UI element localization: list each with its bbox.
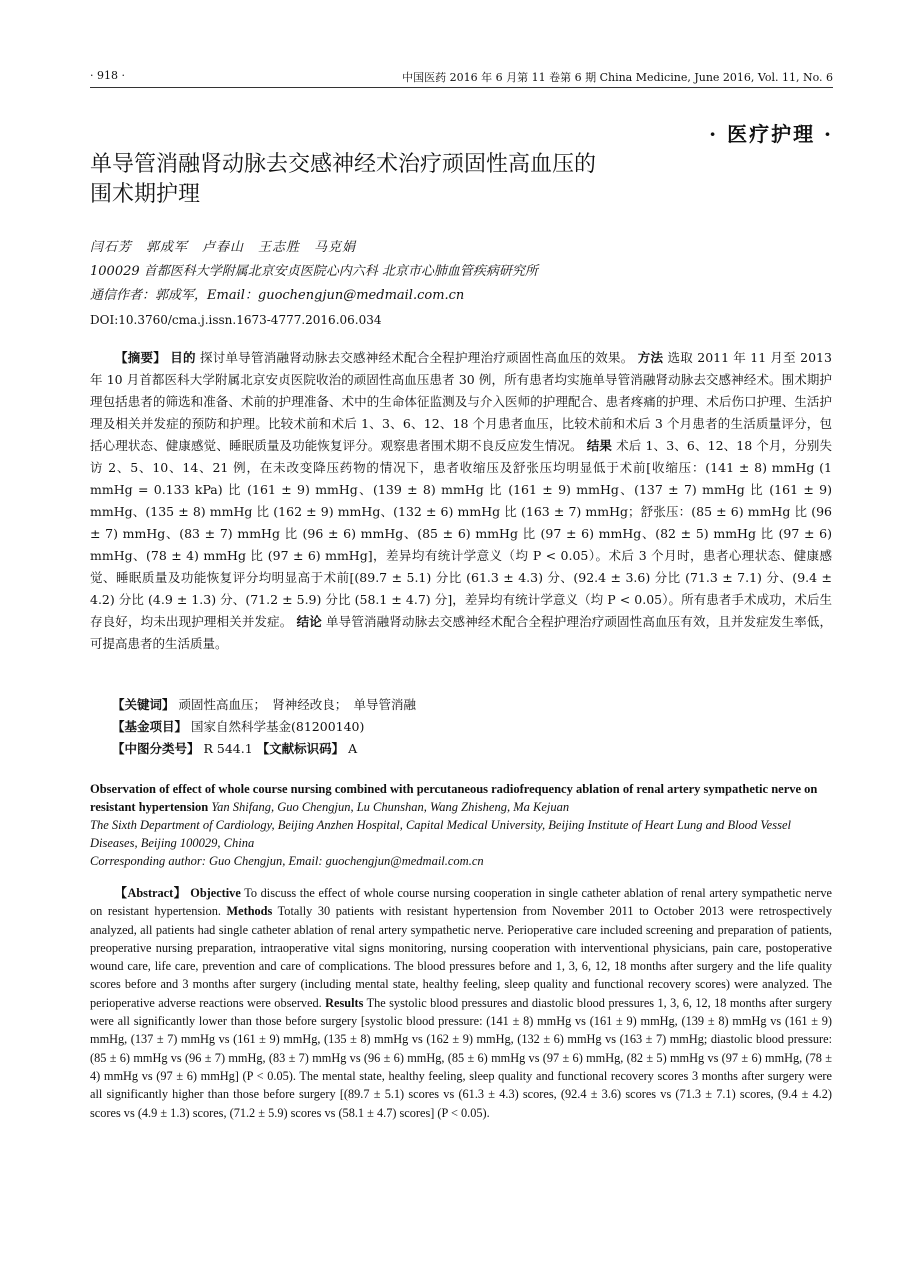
conclusion-label-cn: 结论 bbox=[296, 614, 322, 629]
objective-label-cn: 目的 bbox=[170, 350, 196, 365]
fund-label-cn: 【基金项目】 bbox=[112, 719, 188, 734]
abstract-cn bbox=[90, 347, 832, 655]
methods-cn: 选取 2011 年 11 月至 2013 年 10 月首都医科大学附属北京安贞医院收治的顽固性高血压患者 30 例，所有患者均实施单导管消融肾动脉去交感神经术。围术期护理包括患者的筛选和准备、术前的护理准备、术中的生命体征监测及与介入医师的护理配合、患者疼痛的护理、术后伤口护理、生活护理及相关并发症的预防和护理。比较术前和术后 1、3、6、12、18 个月患者血压，比较术前和术后 3 个月患者的生活质量评分，包括心理状态、健康感觉、睡眠质量及功能恢复评分。观察患者围术期不良反应发生情况。 bbox=[90, 350, 832, 453]
results-cn: 术后 1、3、6、12、18 个月，分别失访 2、5、10、14、21 例，在未改变降压药物的情况下，患者收缩压及舒张压均明显低于术前[收缩压：(141 ± 8) mmHg (1 mmHg = 0.133 kPa) 比 (161 ± 9) mmHg、(139 ± 8) mmHg 比 (161 ± 9) mmHg、(137 ± 7) mmHg 比 (161 ± 9) mmHg、(135 ± 8) mmHg 比 (162 ± 9) mmHg、(132 ± 6) mmHg 比 (163 ± 7) mmHg；舒张压：(85 ± 6) mmHg 比 (96 ± 7) mmHg、(83 ± 7) mmHg 比 (96 ± 6) mmHg、(85 ± 6) mmHg 比 (97 ± 6) mmHg、(82 ± 5) mmHg 比 (97 ± 6) mmHg、(78 ± 4) mmHg 比 (97 ± 6) mmHg]，差异均有统计学意义（均 P < 0.05）。术后 3 个月时，患者心理状态、健康感觉、睡眠质量及功能恢复评分均明显高于术前[(89.7 ± 5.1) 分比 (61.3 ± 4.3) 分、(92.4 ± 3.6) 分比 (71.3 ± 7.1) 分、(9.4 ± 4.2) 分比 (4.9 ± 1.3) 分、(71.2 ± 5.9) 分比 (58.1 ± 4.7) 分]，差异均有统计学意义（均 P < 0.05）。所有患者手术成功，术后生存良好，均未出现护理相关并发症。 bbox=[90, 438, 832, 629]
corresponding-author-cn: 通信作者：郭成军，Email：guochengjun@medmail.com.cn bbox=[90, 288, 465, 303]
page-number: · 918 · bbox=[90, 69, 125, 82]
objective-en: To discuss the effect of whole course nursing cooperation in single catheter ablation of renal artery sympathetic nerve on resistant hypertension. bbox=[90, 886, 832, 919]
authors-en: Yan Shifang, Guo Chengjun, Lu Chunshan, Wang Zhisheng, Ma Kejuan bbox=[211, 800, 570, 814]
keywords-cn bbox=[112, 694, 416, 716]
objective-label-en: Objective bbox=[190, 886, 241, 900]
journal-citation: 中国医药 2016 年 6 月第 11 卷第 6 期 China Medicine, June 2016, Vol. 11, No. 6 bbox=[402, 71, 833, 84]
keywords-text-cn: 顽固性高血压； 肾神经改良； 单导管消融 bbox=[178, 697, 417, 712]
results-label-en: Results bbox=[325, 995, 364, 1010]
english-header bbox=[90, 780, 832, 870]
methods-label-en: Methods bbox=[226, 904, 273, 919]
objective-cn: 探讨单导管消融肾动脉去交感神经术配合全程护理治疗顽固性高血压的效果。 bbox=[200, 350, 634, 365]
abstract-label-en: 【Abstract】 bbox=[114, 886, 187, 900]
title-en-text: Observation of effect of whole course nursing combined with percutaneous radiofrequency ablation of renal artery sympathetic nerve on resistant hypertension bbox=[90, 782, 818, 814]
title-cn-line-1: 单导管消融肾动脉去交感神经术治疗顽固性高血压的 bbox=[90, 152, 597, 177]
classification-cn bbox=[112, 738, 416, 760]
methods-en: Totally 30 patients with resistant hypertension from November 2011 to October 2013 were retrospectively analyzed, all patients had single catheter ablation of renal artery sympathetic nerve. Perioperative care included screening and preparation of patients, preoperative nursing preparation, intraoperative vital signs monitoring, nursing cooperation with interventional physicians, pain care, postoperative wound care, life care, prevention and care of complications. The blood pressures before and 1, 3, 6, 12, 18 months after surgery and the life quality scores before and 3 months after surgery (including mental state, healthy feeling, sleep quality and functional recovery scores) were analyzed. The perioperative adverse reactions were observed. bbox=[90, 904, 832, 1010]
fund-text-cn: 国家自然科学基金(81200140) bbox=[191, 719, 365, 734]
clc-code: R 544.1 bbox=[203, 741, 253, 756]
author-info-cn bbox=[90, 236, 830, 332]
abstract-en bbox=[90, 884, 832, 1122]
keywords-label-cn: 【关键词】 bbox=[112, 697, 175, 712]
article-meta-cn bbox=[112, 694, 416, 760]
conclusion-cn: 单导管消融肾动脉去交感神经术配合全程护理治疗顽固性高血压有效，且并发症发生率低，可提高患者的生活质量。 bbox=[90, 614, 832, 651]
doi: DOI:10.3760/cma.j.issn.1673-4777.2016.06.034 bbox=[90, 313, 382, 327]
section-label: · 医疗护理 · bbox=[709, 122, 833, 146]
doc-code: A bbox=[348, 741, 358, 756]
running-header bbox=[90, 69, 833, 88]
corresponding-author-en: Corresponding author: Guo Chengjun, Email: guochengjun@medmail.com.cn bbox=[90, 854, 484, 868]
results-en: The systolic blood pressures and diastolic blood pressures 1, 3, 6, 12, 18 months after surgery were all significantly lower than those before surgery [systolic blood pressure: (141 ± 8) mmHg vs (161 ± 9) mmHg, (139 ± 8) mmHg vs (161 ± 9) mmHg, (137 ± 7) mmHg vs (161 ± 9) mmHg, (135 ± 8) mmHg vs (162 ± 9) mmHg, (132 ± 6) mmHg vs (163 ± 7) mmHg; diastolic blood pressure: (85 ± 6) mmHg vs (96 ± 7) mmHg, (83 ± 7) mmHg vs (96 ± 6) mmHg, (85 ± 6) mmHg vs (97 ± 6) mmHg, (82 ± 5) mmHg vs (97 ± 6) mmHg, (78 ± 4) mmHg vs (97 ± 6) mmHg] (P < 0.05). The mental state, healthy feeling, sleep quality and functional recovery scores 3 months after surgery were all significantly higher than those before surgery [(89.7 ± 5.1) scores vs (61.3 ± 4.3) scores, (92.4 ± 3.6) scores vs (71.3 ± 7.1) scores, (9.4 ± 4.2) scores vs (4.9 ± 1.3) scores, (71.2 ± 5.9) scores vs (58.1 ± 4.7) scores] (P < 0.05). bbox=[90, 995, 833, 1120]
abstract-label-cn: 【摘要】 bbox=[115, 350, 167, 365]
fund-cn bbox=[112, 716, 416, 738]
authors-cn: 闫石芳 郭成军 卢春山 王志胜 马克娟 bbox=[90, 240, 357, 255]
doc-code-label: 【文献标识码】 bbox=[256, 741, 345, 756]
article-title-cn bbox=[90, 150, 730, 210]
methods-label-cn: 方法 bbox=[637, 350, 664, 365]
results-label-cn: 结果 bbox=[586, 438, 612, 453]
title-cn-line-2: 围术期护理 bbox=[90, 182, 201, 207]
affiliation-cn: 100029 首都医科大学附属北京安贞医院心内六科 北京市心肺血管疾病研究所 bbox=[90, 264, 538, 279]
article-title-en bbox=[90, 780, 832, 816]
affiliation-en: The Sixth Department of Cardiology, Beijing Anzhen Hospital, Capital Medical University, Beijing Institute of Heart Lung and Blood Vessel Diseases, Beijing 100029, China bbox=[90, 818, 791, 850]
clc-label: 【中图分类号】 bbox=[112, 741, 200, 756]
